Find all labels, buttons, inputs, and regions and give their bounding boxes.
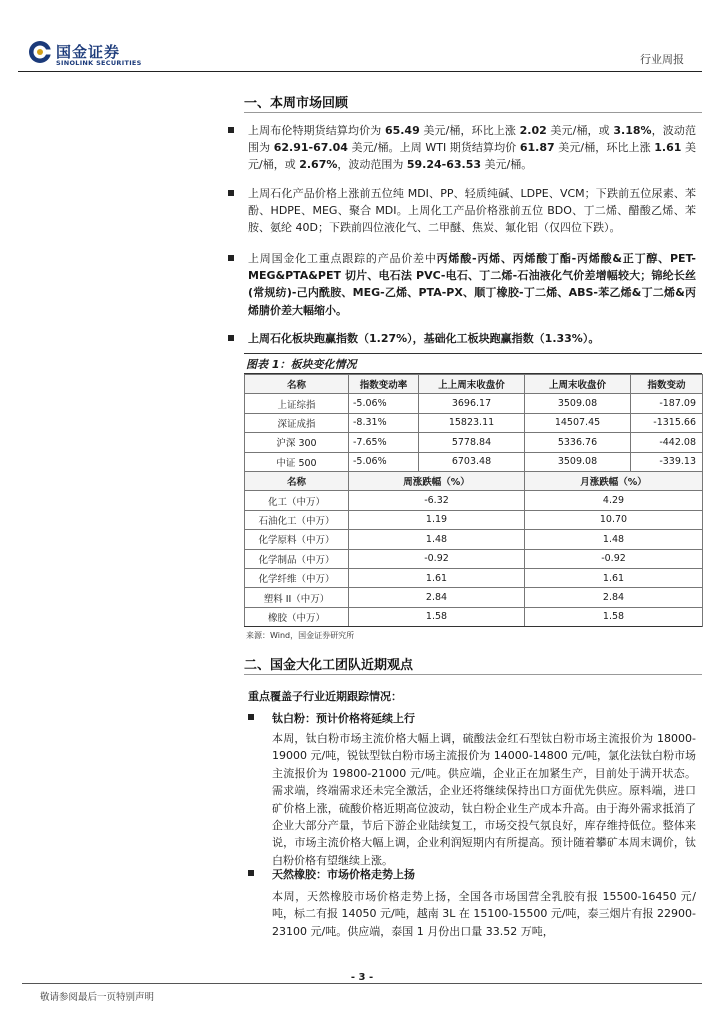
text-run: 15100-15500 — [473, 907, 548, 921]
monthly-change-cell: -0.92 — [525, 549, 703, 568]
table-row — [245, 510, 703, 529]
text-run: 14050 — [341, 907, 377, 921]
index-change-cell: -442.08 — [631, 433, 703, 452]
figure1-source: 来源：Wind，国金证券研究所 — [246, 631, 355, 640]
section1-title: 一、本周市场回顾 — [244, 96, 349, 111]
index-header-row — [245, 375, 703, 394]
bullet-text — [248, 332, 599, 345]
rubber-paragraph — [272, 888, 696, 940]
table-row — [245, 394, 703, 413]
table-row — [245, 413, 703, 432]
text-run: 19800-21000 — [332, 766, 407, 780]
sector-name-cell: 橡胶（中万） — [245, 607, 349, 626]
bold-text: 丙烯酸-丙烯、丙烯酸丁酯-丙烯酸&正丁醇、PET-MEG&PTA&PET 切片、电石法 PVC-电石、丁二烯-石油液化气价差增幅较大；锦纶长丝(常规纺)-己内酰胺、MEG-乙烯、PTA-PX、顺丁橡胶-丁二烯、ABS-苯乙烯&丁二烯&丙烯腈价差大幅缩小。 — [248, 252, 696, 317]
text-run: 22900-23100 — [272, 907, 697, 938]
table-row — [245, 568, 703, 587]
sector-name-cell: 化学制品（中万） — [245, 549, 349, 568]
weekly-change-cell: 1.19 — [349, 510, 525, 529]
square-bullet-icon — [228, 255, 234, 261]
bold-text: 59.24-63.53 — [406, 158, 482, 172]
bullet-text — [248, 252, 696, 317]
sector-name-cell: 石油化工（中万） — [245, 510, 349, 529]
index-name-cell: 深证成指 — [245, 413, 349, 432]
index-name-cell: 上证综指 — [245, 394, 349, 413]
text-run: 14000-14800 — [493, 749, 568, 763]
bold-text: 2.02 — [519, 124, 547, 137]
square-bullet-icon — [248, 714, 254, 720]
sector-table-body — [245, 472, 703, 627]
column-header: 月涨跌幅（%） — [525, 472, 703, 491]
text-run: 美元/桶，或 — [248, 141, 697, 172]
figure1-title: 图表 1：板块变化情况 — [246, 358, 357, 371]
market-bullet-sector — [248, 330, 696, 347]
sector-header-row — [245, 472, 703, 491]
change-rate-cell: -5.06% — [349, 394, 419, 413]
text-run: 美元/桶。 — [481, 158, 533, 172]
text-run: 33.52 — [485, 924, 518, 938]
index-name-cell: 中证 500 — [245, 452, 349, 471]
bold-text: 65.49 — [384, 124, 420, 137]
weekly-change-cell: 2.84 — [349, 588, 525, 607]
column-header: 名称 — [245, 472, 349, 491]
tio2-title: 钛白粉：预计价格将延续上行 — [272, 712, 415, 725]
prev-close-cell: 15823.11 — [419, 413, 525, 432]
close-cell: 3509.08 — [525, 452, 631, 471]
monthly-change-cell: 1.58 — [525, 607, 703, 626]
column-header: 指数变动率 — [349, 375, 419, 394]
market-bullet-oil — [248, 122, 696, 174]
index-table — [244, 374, 703, 472]
page-number: - 3 - — [350, 972, 374, 983]
coverage-subheading: 重点覆盖子行业近期跟踪情况： — [248, 690, 402, 703]
sector-name-cell: 化学原料（中万） — [245, 530, 349, 549]
index-change-cell: -187.09 — [631, 394, 703, 413]
sector-table — [244, 471, 703, 627]
report-type-label: 行业周报 — [640, 53, 684, 66]
logo-english-name: SINOLINK SECURITIES — [56, 59, 142, 67]
index-change-cell: -339.13 — [631, 452, 703, 471]
text-run: 元/吨，氯化法钛白粉市场主流报价为 — [272, 749, 697, 780]
monthly-change-cell: 2.84 — [525, 588, 703, 607]
weekly-change-cell: 1.48 — [349, 530, 525, 549]
text-run: 美元/桶，环比上涨 — [554, 141, 655, 155]
close-cell: 5336.76 — [525, 433, 631, 452]
weekly-change-cell: -6.32 — [349, 491, 525, 510]
column-header: 指数变动 — [631, 375, 703, 394]
bold-text: 上周石化板块跑赢指数（1.27%），基础化工板块跑赢指数（1.33%）。 — [248, 332, 600, 345]
text-run: 上周石化产品价格上涨前五位纯 MDI、PP、轻质纯碱、LDPE、VCM；下跌前五位尿素、苯酚、HDPE、MEG、聚合 MDI。上周化工产品价格涨前五位 BDO、丁二烯、醋酸乙烯、苯胺、氨纶 40D；下跌前四位液化气、二甲醚、焦炭、氟化铝（仅四位下跌）。 — [248, 187, 696, 235]
change-rate-cell: -5.06% — [349, 452, 419, 471]
column-header: 上上周末收盘价 — [419, 375, 525, 394]
rubber-heading — [248, 866, 415, 882]
rubber-title: 天然橡胶：市场价格走势上扬 — [272, 868, 415, 881]
text-run: 本周，天然橡胶市场价格走势上扬，全国各市场国营全乳胶有报 — [272, 890, 603, 903]
prev-close-cell: 5778.84 — [419, 433, 525, 452]
weekly-change-cell: -0.92 — [349, 549, 525, 568]
monthly-change-cell: 4.29 — [525, 491, 703, 510]
table-row — [245, 607, 703, 626]
sector-name-cell: 化工（中万） — [245, 491, 349, 510]
monthly-change-cell: 10.70 — [525, 510, 703, 529]
text-run: 15500-16450 — [602, 890, 677, 903]
header-divider — [18, 71, 702, 72]
column-header: 周涨跌幅（%） — [349, 472, 525, 491]
text-run: 上周国金化工重点跟踪的产品价差中 — [248, 252, 437, 265]
text-run: 元/吨，泰三烟片有报 — [547, 907, 658, 921]
section1-underline — [244, 112, 702, 113]
square-bullet-icon — [228, 190, 234, 196]
text-run: 元/吨。供应端，企业正在加紧生产，目前处于满开状态。需求端，终端需求还未完全激活，企业还将继续保持出口方面优先供应。原料端，进口矿价格上涨，硫酸价格近期高位波动，钛白粉企业生产成本升高。由于海外需求抵消了企业大部分产量，节后下游企业陆续复工，市场交投气氛良好，库存维持低位。整体来说，市场主流价格大幅上调，企业利润短期内有所提高。预计随着攀矿本周末调价，钛白粉价格有望继续上涨。 — [272, 766, 696, 867]
bullet-text — [248, 187, 696, 234]
figure-top-rule — [244, 353, 702, 354]
tio2-paragraph — [272, 730, 696, 869]
table-row — [245, 433, 703, 452]
prev-close-cell: 3696.17 — [419, 394, 525, 413]
table-row — [245, 530, 703, 549]
section2-title: 二、国金大化工团队近期观点 — [244, 658, 414, 673]
text-run: ，波动范围为 — [337, 158, 407, 172]
text-run: 美元/桶，环比上涨 — [419, 124, 520, 137]
figure-bottom-rule — [244, 626, 702, 627]
bold-text: 62.91-67.04 — [273, 141, 348, 155]
sector-name-cell: 化学纤维（中万） — [245, 568, 349, 587]
market-bullet-spreads — [248, 250, 696, 319]
square-bullet-icon — [248, 870, 254, 876]
weekly-change-cell: 1.58 — [349, 607, 525, 626]
section2-underline — [244, 674, 702, 675]
sector-name-cell: 塑料 II（中万） — [245, 588, 349, 607]
index-change-cell: -1315.66 — [631, 413, 703, 432]
text-run: 万吨， — [517, 924, 554, 938]
text-run: 美元/桶。上周 WTI 期货结算均价 — [347, 141, 520, 155]
market-bullet-petrochem — [248, 185, 696, 237]
monthly-change-cell: 1.48 — [525, 530, 703, 549]
change-rate-cell: -7.65% — [349, 433, 419, 452]
bold-text: 61.87 — [519, 141, 555, 155]
page-header — [22, 38, 702, 74]
change-rate-cell: -8.31% — [349, 413, 419, 432]
bold-text: 3.18% — [613, 124, 652, 137]
text-run: 上周布伦特期货结算均价为 — [248, 124, 385, 137]
bold-text: 1.61 — [654, 141, 682, 155]
column-header: 名称 — [245, 375, 349, 394]
text-run: 元/吨，越南 3L 在 — [376, 907, 474, 921]
table-row — [245, 491, 703, 510]
text-run: 元/吨，锐钛型钛白粉市场主流报价为 — [307, 749, 494, 763]
sinolink-logo-icon — [28, 40, 52, 64]
square-bullet-icon — [228, 127, 234, 133]
text-run: 美元/桶，或 — [546, 124, 614, 137]
bullet-text — [248, 124, 696, 171]
prev-close-cell: 6703.48 — [419, 452, 525, 471]
text-run: 元/吨，标二有报 — [272, 890, 696, 921]
column-header: 上周末收盘价 — [525, 375, 631, 394]
index-name-cell: 沪深 300 — [245, 433, 349, 452]
close-cell: 14507.45 — [525, 413, 631, 432]
square-bullet-icon — [228, 335, 234, 341]
weekly-change-cell: 1.61 — [349, 568, 525, 587]
close-cell: 3509.08 — [525, 394, 631, 413]
text-run: 18000-19000 — [272, 732, 696, 763]
bold-text: 2.67% — [299, 158, 338, 172]
table-row — [245, 549, 703, 568]
table-row — [245, 588, 703, 607]
index-table-body — [245, 375, 703, 472]
tio2-heading — [248, 710, 415, 726]
text-run: 本周，钛白粉市场主流价格大幅上调，硫酸法金红石型钛白粉市场主流报价为 — [272, 732, 658, 745]
footer-divider — [22, 983, 702, 984]
text-run: ，波动范围为 — [248, 124, 697, 155]
text-run: 元/吨。供应端，泰国 1 月份出口量 — [307, 924, 486, 938]
logo-chinese-name: 国金证券 — [56, 43, 121, 61]
footer-disclaimer: 敬请参阅最后一页特别声明 — [40, 992, 155, 1003]
monthly-change-cell: 1.61 — [525, 568, 703, 587]
table-row — [245, 452, 703, 471]
